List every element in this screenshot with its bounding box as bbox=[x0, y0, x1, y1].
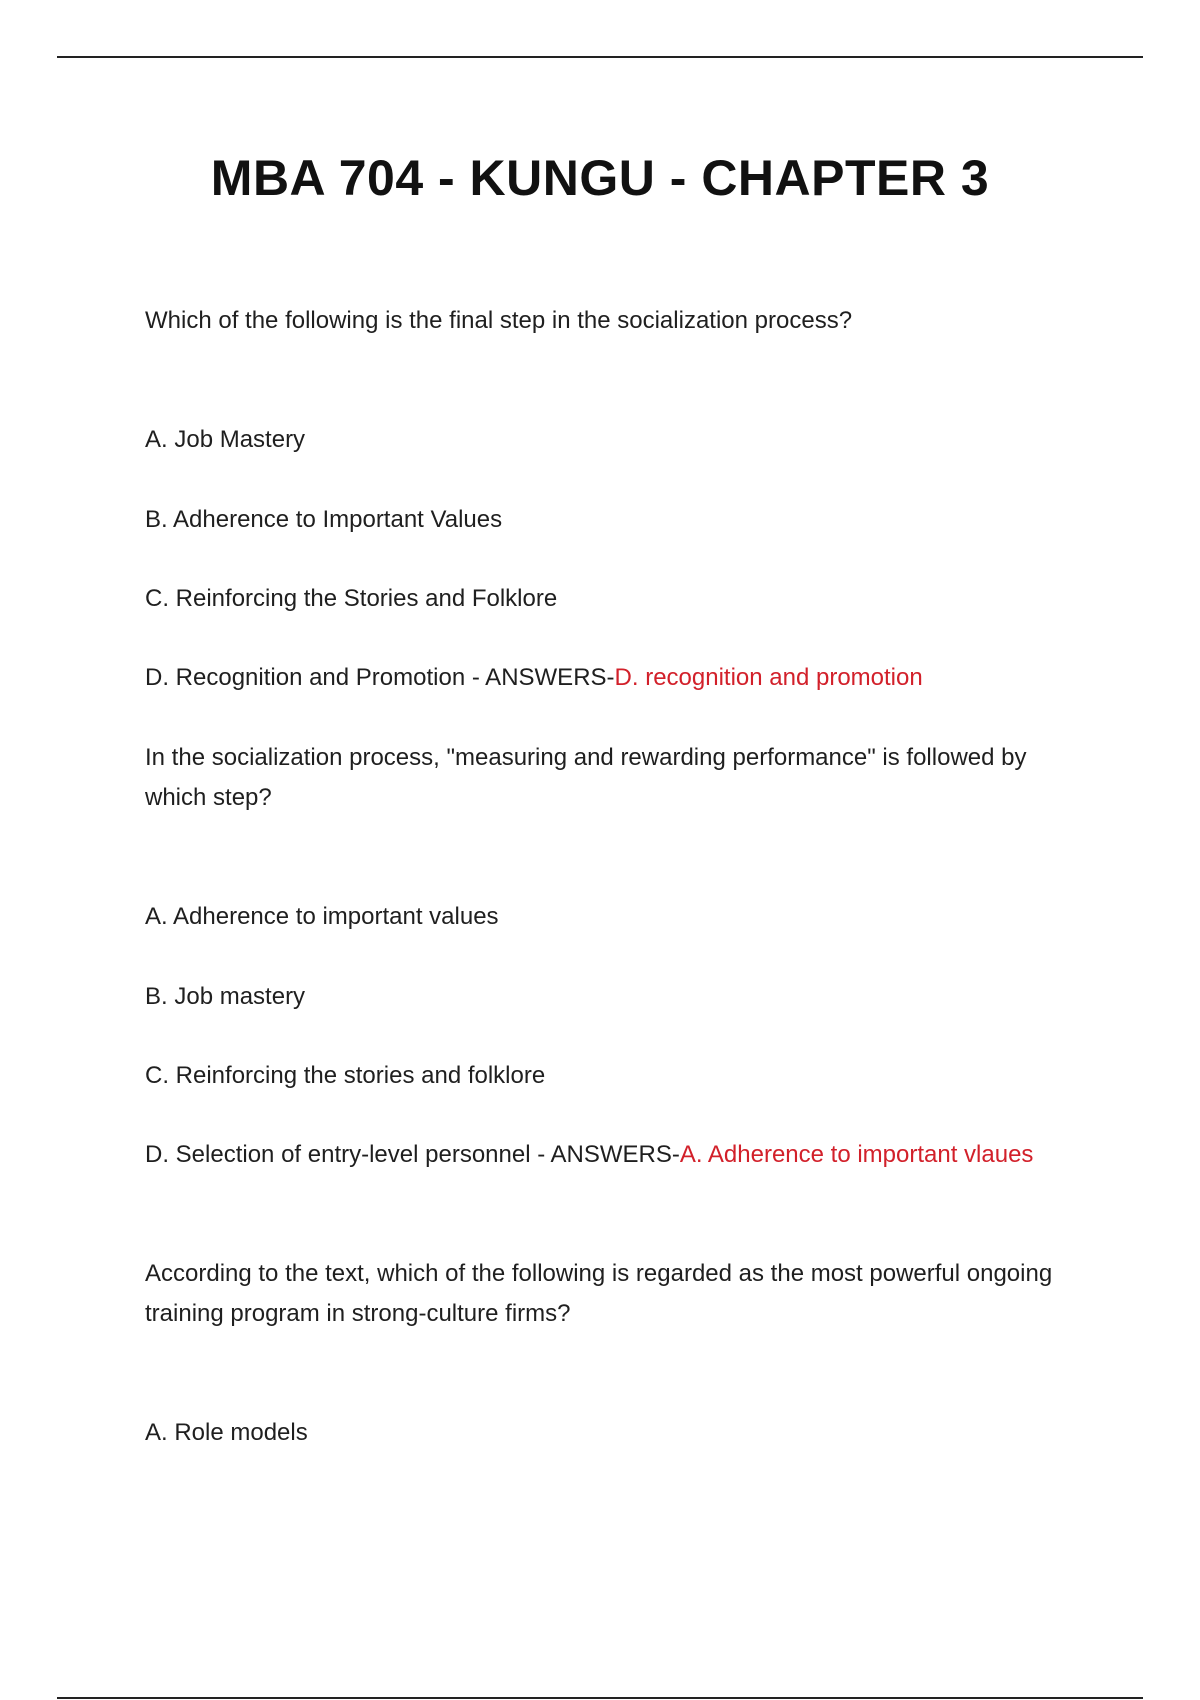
question-2-answer: A. Adherence to important vlaues bbox=[679, 1141, 1034, 1168]
question-2-option-c: C. Reinforcing the stories and folklore bbox=[145, 1062, 546, 1089]
question-1-option-c: C. Reinforcing the Stories and Folklore bbox=[145, 585, 558, 612]
question-1-option-b: B. Adherence to Important Values bbox=[145, 506, 503, 533]
question-1-option-a: A. Job Mastery bbox=[145, 426, 306, 453]
question-2-option-d-label: D. Selection of entry-level personnel - ANSWERS- bbox=[145, 1141, 680, 1168]
question-3-text: According to the text, which of the following is regarded as the most powerful ongoing training program in strong-culture firms? bbox=[145, 1260, 1053, 1327]
question-2-option-a: A. Adherence to important values bbox=[145, 903, 499, 930]
page-title: MBA 704 - KUNGU - CHAPTER 3 bbox=[210, 150, 990, 206]
top-rule bbox=[57, 56, 1143, 58]
question-1-answer: D. recognition and promotion bbox=[614, 664, 923, 691]
question-3-option-a: A. Role models bbox=[145, 1419, 308, 1446]
question-2-text: In the socialization process, "measuring and rewarding performance" is followed by which step? bbox=[145, 744, 1027, 811]
question-2-option-b: B. Job mastery bbox=[145, 983, 306, 1010]
question-1-text: Which of the following is the final step in the socialization process? bbox=[145, 307, 853, 334]
question-2-option-d bbox=[145, 1135, 1075, 1175]
question-1-option-d-label: D. Recognition and Promotion - ANSWERS- bbox=[145, 664, 615, 691]
bottom-rule bbox=[57, 1697, 1143, 1699]
question-1-option-d bbox=[145, 658, 1075, 698]
